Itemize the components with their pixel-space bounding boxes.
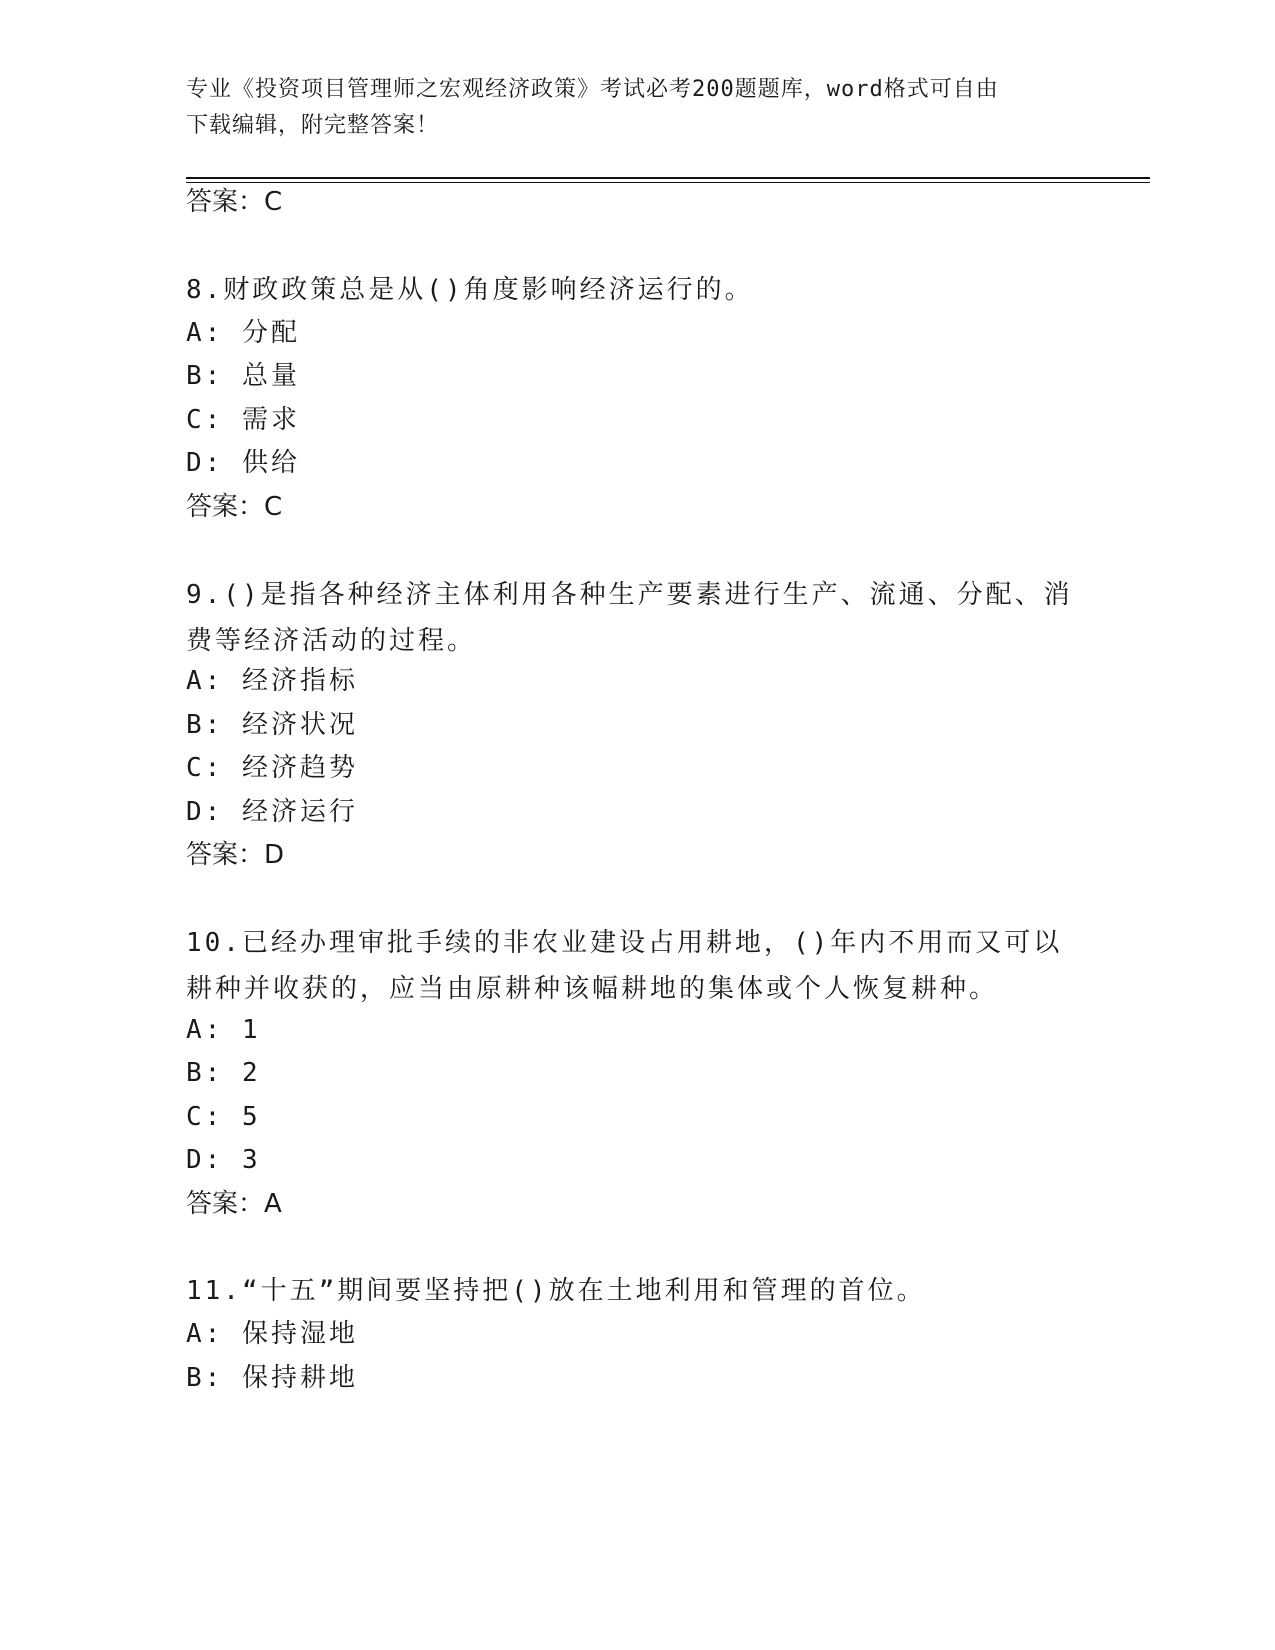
question-9-option-d: D: 经济运行 <box>186 797 358 827</box>
question-9-answer: 答案：D <box>186 840 285 870</box>
question-9-option-a: A: 经济指标 <box>186 666 358 696</box>
question-10-option-a: A: 1 <box>186 1015 261 1045</box>
answer-line: 答案：C <box>186 187 283 217</box>
question-11-option-b: B: 保持耕地 <box>186 1363 358 1393</box>
question-10-option-d: D: 3 <box>186 1145 261 1175</box>
question-8-answer: 答案：C <box>186 492 283 522</box>
question-9-option-b: B: 经济状况 <box>186 710 358 740</box>
question-10-option-c: C: 5 <box>186 1102 261 1132</box>
question-8-option-c: C: 需求 <box>186 405 300 435</box>
document-header <box>186 72 1066 144</box>
question-8-option-a: A: 分配 <box>186 318 300 348</box>
header-divider <box>186 177 1150 179</box>
question-11-option-a: A: 保持湿地 <box>186 1319 358 1349</box>
header-line-2: 下载编辑，附完整答案！ <box>186 113 440 138</box>
header-line-1: 专业《投资项目管理师之宏观经济政策》考试必考200题题库，word格式可自由 <box>186 77 999 102</box>
question-8-stem: 8.财政政策总是从()角度影响经济运行的。 <box>186 275 754 305</box>
question-11-stem: 11.“十五”期间要坚持把()放在土地利用和管理的首位。 <box>186 1276 926 1306</box>
question-8-option-b: B: 总量 <box>186 361 300 391</box>
question-10-stem: 10.已经办理审批手续的非农业建设占用耕地，()年内不用而又可以耕种并收获的，应当由原耕种该幅耕地的集体或个人恢复耕种。 <box>186 928 1063 1004</box>
question-8-option-d: D: 供给 <box>186 448 300 478</box>
header-divider-thin <box>186 182 1150 183</box>
question-9-stem: 9.()是指各种经济主体利用各种生产要素进行生产、流通、分配、消费等经济活动的过程。 <box>186 580 1073 656</box>
question-10-option-b: B: 2 <box>186 1058 261 1088</box>
question-10-answer: 答案：A <box>186 1189 282 1219</box>
question-9-option-c: C: 经济趋势 <box>186 753 358 783</box>
